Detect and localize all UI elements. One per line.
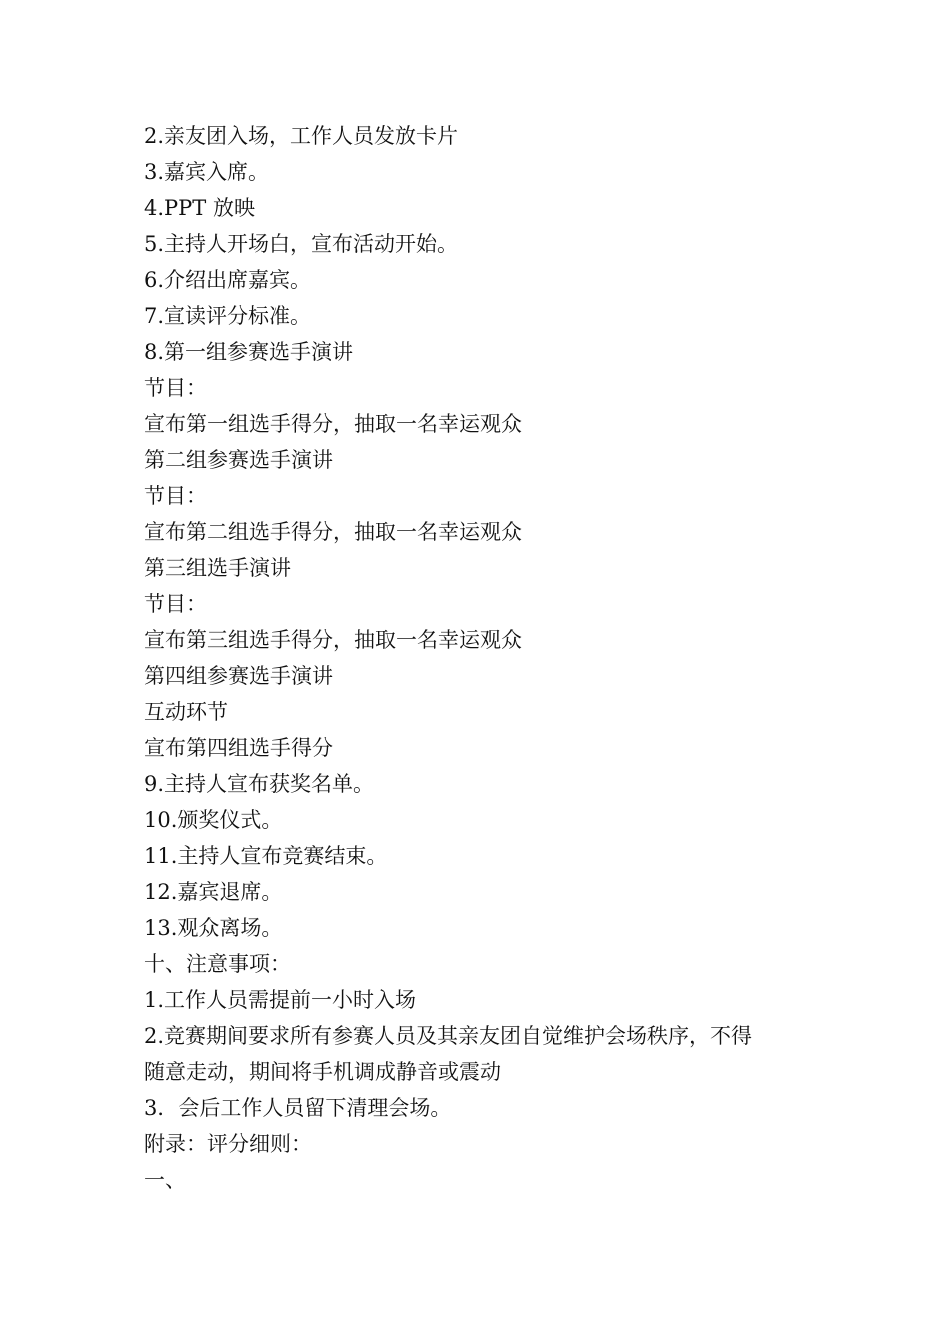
section-heading: 十、注意事项： bbox=[144, 952, 291, 976]
text-line: 2.亲友团入场，工作人员发放卡片 bbox=[144, 124, 459, 148]
text-line: 1.工作人员需提前一小时入场 bbox=[144, 988, 417, 1012]
text-line: 宣布第三组选手得分，抽取一名幸运观众 bbox=[144, 628, 522, 652]
text-line: 8.第一组参赛选手演讲 bbox=[144, 340, 354, 364]
text-line: 节目： bbox=[144, 484, 207, 508]
text-line: 11.主持人宣布竞赛结束。 bbox=[144, 844, 388, 868]
text-line: 一、 bbox=[144, 1168, 186, 1192]
text-line: 节目： bbox=[144, 376, 207, 400]
text-line: 3.嘉宾入席。 bbox=[144, 160, 270, 184]
text-line: 互动环节 bbox=[144, 700, 228, 724]
text-line: 13.观众离场。 bbox=[144, 916, 283, 940]
text-line: 3．会后工作人员留下清理会场。 bbox=[144, 1096, 452, 1120]
text-line: 第二组参赛选手演讲 bbox=[144, 448, 333, 472]
text-line: 7.宣读评分标准。 bbox=[144, 304, 312, 328]
text-line: 宣布第二组选手得分，抽取一名幸运观众 bbox=[144, 520, 522, 544]
document-body bbox=[144, 118, 814, 1198]
text-line: 节目： bbox=[144, 592, 207, 616]
text-line: 4.PPT 放映 bbox=[144, 196, 255, 220]
text-line: 5.主持人开场白，宣布活动开始。 bbox=[144, 232, 459, 256]
text-line: 第三组选手演讲 bbox=[144, 556, 291, 580]
text-line: 10.颁奖仪式。 bbox=[144, 808, 283, 832]
text-line: 6.介绍出席嘉宾。 bbox=[144, 268, 312, 292]
text-line: 9.主持人宣布获奖名单。 bbox=[144, 772, 375, 796]
text-line: 2.竞赛期间要求所有参赛人员及其亲友团自觉维护会场秩序，不得 bbox=[144, 1024, 753, 1048]
text-line: 宣布第一组选手得分，抽取一名幸运观众 bbox=[144, 412, 522, 436]
text-line: 随意走动，期间将手机调成静音或震动 bbox=[144, 1060, 501, 1084]
text-line: 宣布第四组选手得分 bbox=[144, 736, 333, 760]
section-heading: 附录：评分细则： bbox=[144, 1132, 312, 1156]
text-line: 第四组参赛选手演讲 bbox=[144, 664, 333, 688]
text-line: 12.嘉宾退席。 bbox=[144, 880, 283, 904]
